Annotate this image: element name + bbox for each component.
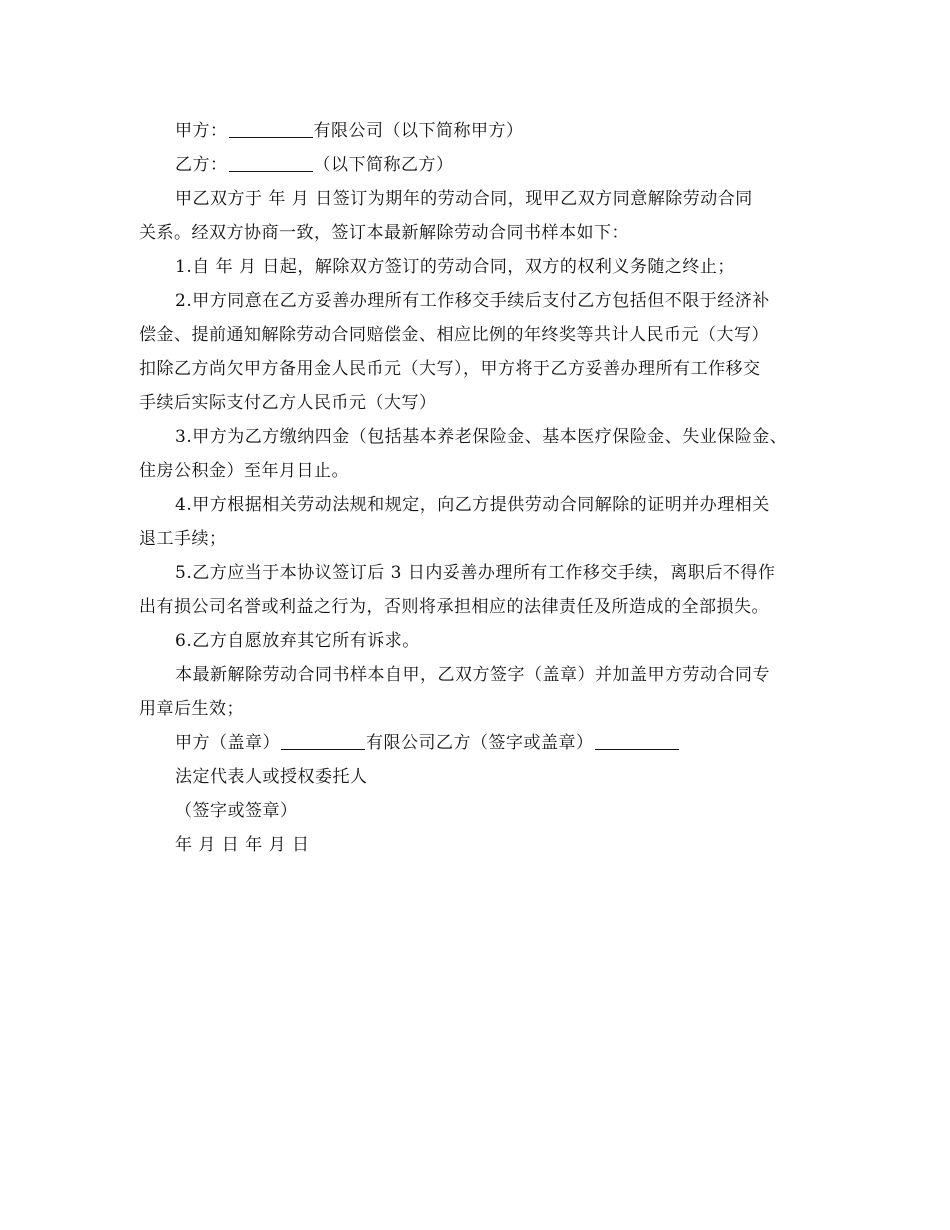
effective-line-2: 用章后生效； — [139, 699, 244, 719]
effective-line-1: 本最新解除劳动合同书样本自甲，乙双方签字（盖章）并加盖甲方劳动合同专 — [175, 665, 770, 685]
party-a-blank — [229, 117, 313, 138]
clause-6-line-1: 6.乙方自愿放弃其它所有诉求。 — [175, 631, 420, 651]
signature-party-a-suffix: 有限公司乙方（签字或盖章） — [366, 733, 594, 753]
party-a-line — [139, 114, 829, 148]
signature-party-b-blank — [595, 729, 679, 750]
sign-note-line: （签字或签章） — [175, 801, 298, 821]
clause-2-line-2: 偿金、提前通知解除劳动合同赔偿金、相应比例的年终奖等共计人民币元（大写） — [139, 325, 769, 345]
signature-party-a-blank — [281, 729, 365, 750]
clause-3-line-1: 3.甲方为乙方缴纳四金（包括基本养老保险金、基本医疗保险金、失业保险金、 — [175, 427, 788, 447]
clause-4-line-1: 4.甲方根据相关劳动法规和规定，向乙方提供劳动合同解除的证明并办理相关 — [175, 495, 770, 515]
party-b-suffix: （以下简称乙方） — [313, 155, 454, 175]
clause-2-line-1: 2.甲方同意在乙方妥善办理所有工作移交手续后支付乙方包括但不限于经济补 — [175, 291, 770, 311]
party-a-suffix: 有限公司（以下简称甲方） — [313, 121, 524, 141]
clause-4-line-2: 退工手续； — [139, 529, 227, 549]
signature-party-a-label: 甲方（盖章） — [175, 733, 280, 753]
party-a-label: 甲方： — [175, 121, 228, 141]
clause-1-line-1: 1.自 年 月 日起，解除双方签订的劳动合同，双方的权利义务随之终止； — [175, 257, 735, 277]
intro-line-2: 关系。经双方协商一致，签订本最新解除劳动合同书样本如下： — [139, 223, 629, 243]
party-b-label: 乙方： — [175, 155, 228, 175]
party-b-blank — [229, 151, 313, 172]
clause-5-line-2: 出有损公司名誉或利益之行为，否则将承担相应的法律责任及所造成的全部损失。 — [139, 597, 769, 617]
signature-line — [139, 726, 829, 760]
clause-5-line-1: 5.乙方应当于本协议签订后 3 日内妥善办理所有工作移交手续，离职后不得作 — [175, 563, 776, 583]
clause-3-line-2: 住房公积金）至年月日止。 — [139, 461, 349, 481]
party-b-line — [139, 148, 829, 182]
contract-body — [139, 114, 829, 862]
clause-2-line-3: 扣除乙方尚欠甲方备用金人民币元（大写），甲方将于乙方妥善办理所有工作移交 — [139, 359, 761, 379]
clause-2-line-4: 手续后实际支付乙方人民币元（大写） — [139, 393, 437, 413]
representative-line: 法定代表人或授权委托人 — [175, 767, 368, 787]
date-line: 年 月 日 年 月 日 — [175, 835, 310, 855]
intro-line-1: 甲乙双方于 年 月 日签订为期年的劳动合同，现甲乙双方同意解除劳动合同 — [175, 189, 753, 209]
